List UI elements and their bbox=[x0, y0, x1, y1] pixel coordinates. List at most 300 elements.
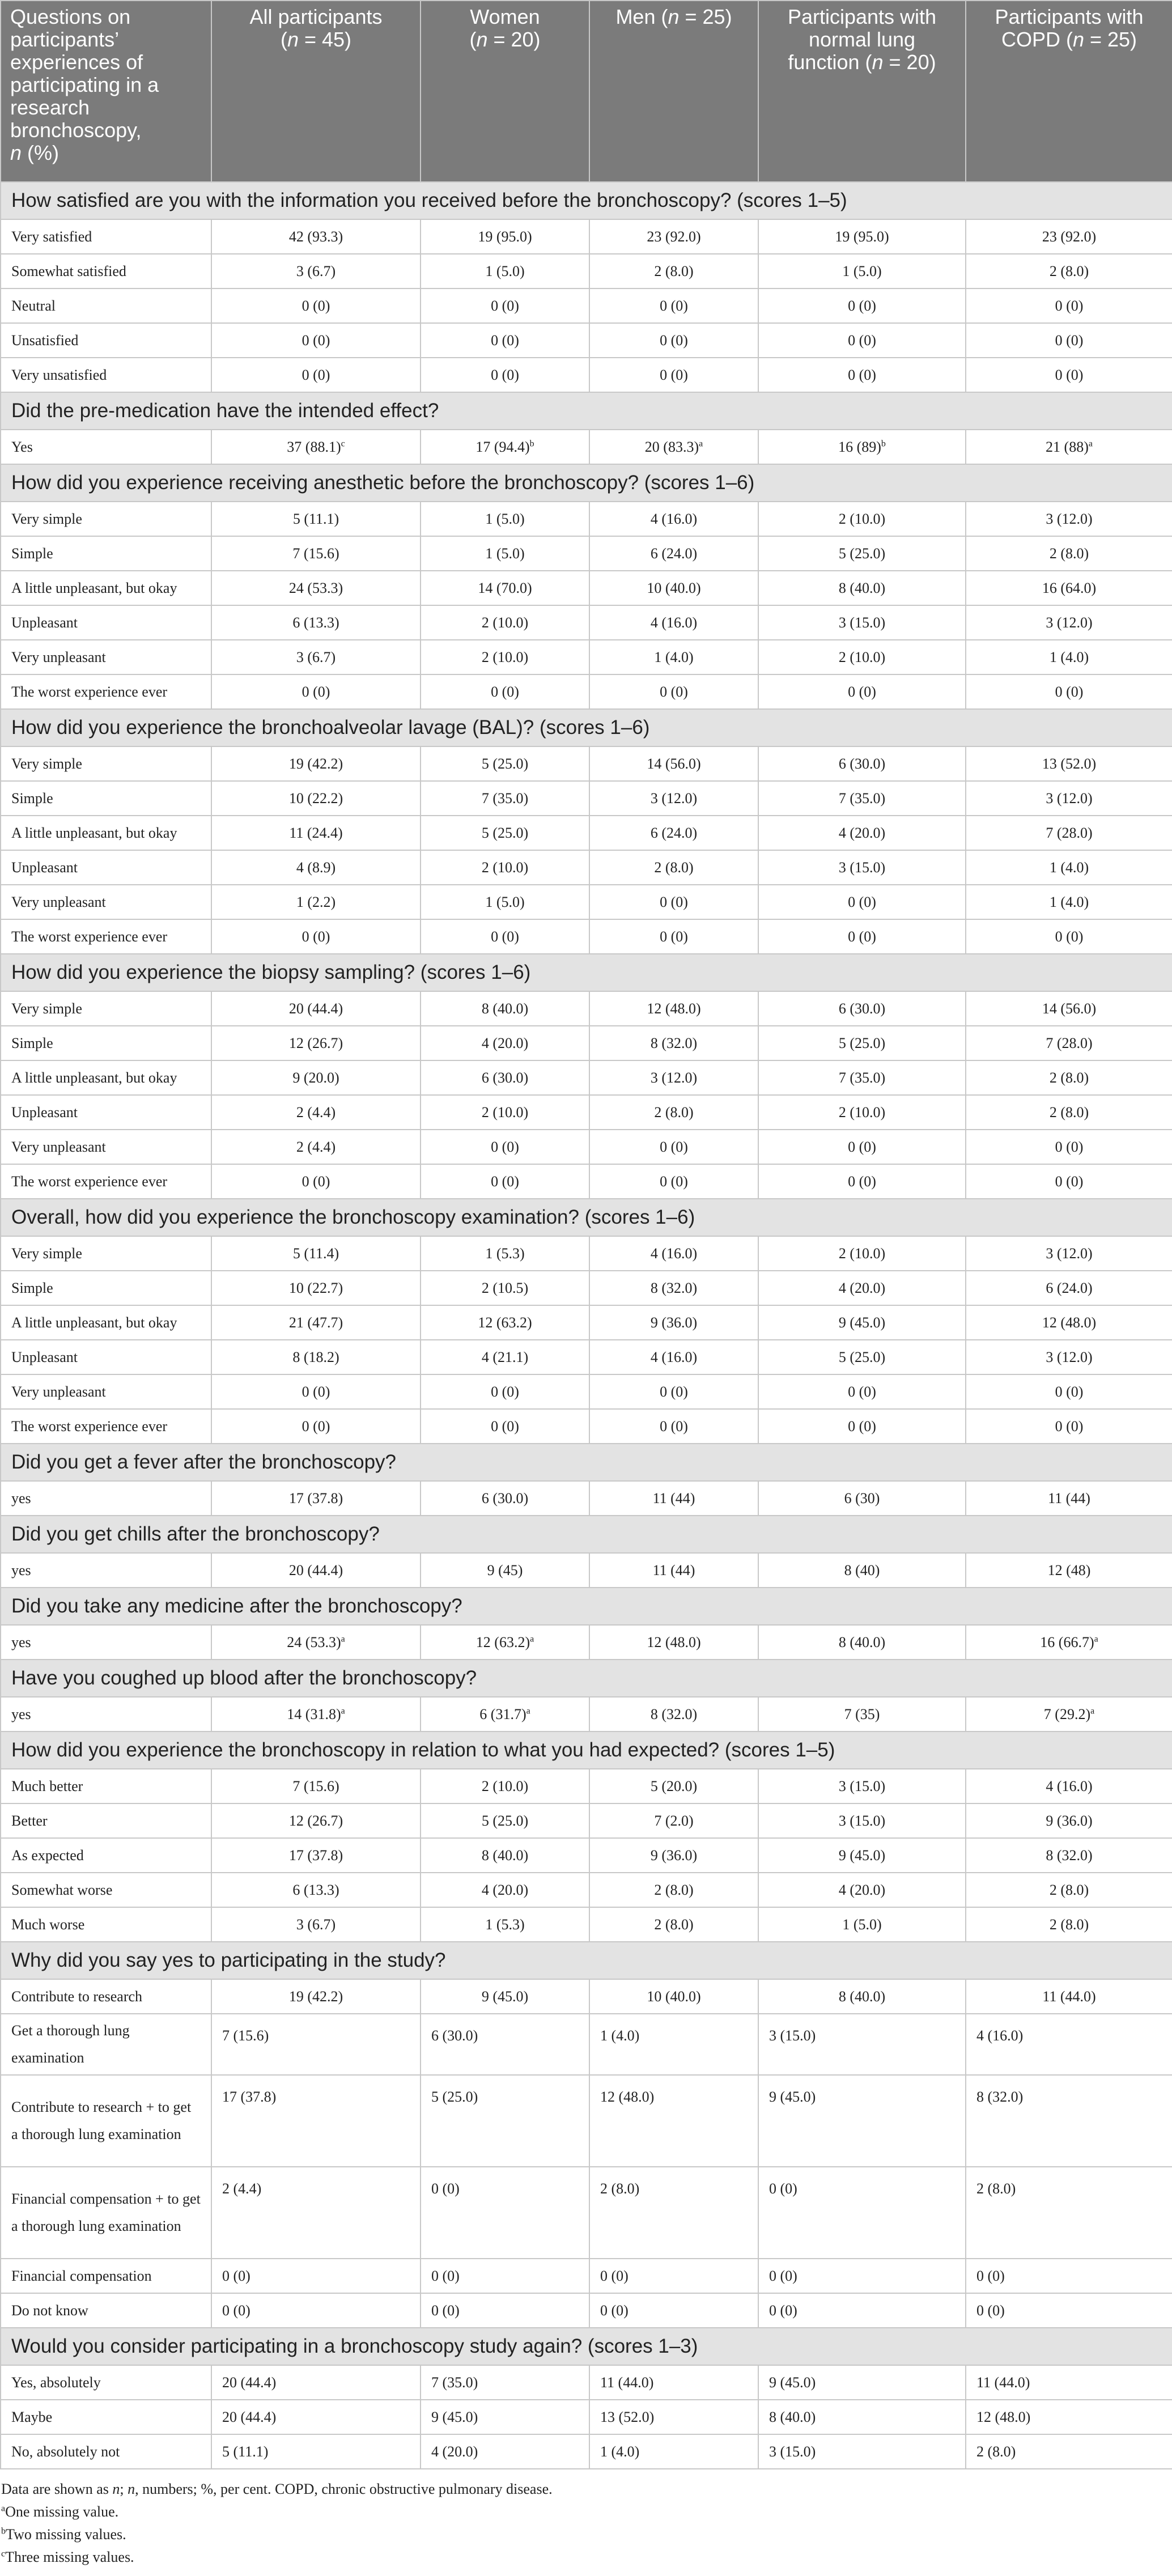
table-cell: 6 (13.3) bbox=[211, 1873, 421, 1907]
table-cell: 2 (10.0) bbox=[758, 1236, 966, 1271]
table-row bbox=[1, 2167, 1172, 2259]
row-label: No, absolutely not bbox=[1, 2434, 211, 2469]
table-cell: 23 (92.0) bbox=[589, 219, 758, 254]
row-label: Financial compensation + to get a thorough lung examination bbox=[1, 2167, 211, 2259]
table-row bbox=[1, 2014, 1172, 2075]
table-cell: 0 (0) bbox=[589, 1164, 758, 1199]
table-cell: 1 (2.2) bbox=[211, 885, 421, 919]
table-cell: 2 (4.4) bbox=[211, 1130, 421, 1164]
table-cell: 0 (0) bbox=[421, 358, 589, 392]
table-cell: 2 (8.0) bbox=[966, 1095, 1172, 1130]
table-cell: 4 (16.0) bbox=[589, 1236, 758, 1271]
row-label: Maybe bbox=[1, 2400, 211, 2434]
table-row bbox=[1, 781, 1172, 816]
table-cell: 5 (11.1) bbox=[211, 502, 421, 536]
section-title: Did you take any medicine after the bronchoscopy? bbox=[1, 1588, 1172, 1625]
table-cell: 0 (0) bbox=[421, 288, 589, 323]
footnote: $^b$Two missing values. bbox=[1, 2526, 126, 2543]
footnote-mark: a bbox=[699, 438, 703, 448]
table-cell: 12 (26.7) bbox=[211, 1026, 421, 1060]
table-cell: 21 (47.7) bbox=[211, 1305, 421, 1340]
table-row bbox=[1, 1095, 1172, 1130]
table-cell: 6 (30) bbox=[758, 1481, 966, 1516]
table-cell: 6 (24.0) bbox=[589, 536, 758, 571]
table-cell: 2 (8.0) bbox=[589, 1095, 758, 1130]
table-cell: 3 (15.0) bbox=[758, 1803, 966, 1838]
table-cell: 5 (11.1) bbox=[211, 2434, 421, 2469]
table-cell: 0 (0) bbox=[421, 1130, 589, 1164]
table-cell: 7 (35.0) bbox=[421, 781, 589, 816]
section-header bbox=[1, 1588, 1172, 1625]
table-row bbox=[1, 1374, 1172, 1409]
table-cell: 3 (15.0) bbox=[758, 2014, 966, 2075]
table-cell: 6 (30.0) bbox=[758, 746, 966, 781]
table-cell: 0 (0) bbox=[966, 2259, 1172, 2293]
table-cell: 1 (5.3) bbox=[421, 1236, 589, 1271]
table-cell: 20 (44.4) bbox=[211, 2400, 421, 2434]
row-label: Simple bbox=[1, 1271, 211, 1305]
table-cell: 0 (0) bbox=[966, 1374, 1172, 1409]
table-row bbox=[1, 1271, 1172, 1305]
table-cell: 8 (32.0) bbox=[966, 2075, 1172, 2167]
header-normal-lung-function: Participants with normal lung function (n = 20) bbox=[758, 1, 966, 182]
table-cell: 0 (0) bbox=[966, 1130, 1172, 1164]
row-label: The worst experience ever bbox=[1, 674, 211, 709]
table-row bbox=[1, 219, 1172, 254]
footnote-mark: a bbox=[526, 1705, 530, 1716]
table-cell: 0 (0) bbox=[589, 288, 758, 323]
table-cell: 9 (36.0) bbox=[966, 1803, 1172, 1838]
section-title: How did you experience the bronchoalveolar lavage (BAL)? (scores 1–6) bbox=[1, 709, 1172, 746]
row-label: Unsatisfied bbox=[1, 323, 211, 358]
table-cell: 9 (20.0) bbox=[211, 1060, 421, 1095]
section-header bbox=[1, 709, 1172, 746]
table-cell: 17 (37.8) bbox=[211, 1838, 421, 1873]
table-cell: 20 (44.4) bbox=[211, 991, 421, 1026]
table-cell: 8 (32.0) bbox=[966, 1838, 1172, 1873]
footnote-mark: a bbox=[1090, 1705, 1095, 1716]
table-cell: 0 (0) bbox=[589, 323, 758, 358]
table-row bbox=[1, 1305, 1172, 1340]
table-cell: 12 (48.0) bbox=[966, 1305, 1172, 1340]
table-cell: 20 $(83.3)^a$ bbox=[589, 430, 758, 464]
table-cell: 4 (20.0) bbox=[421, 2434, 589, 2469]
header-copd: Participants with COPD (n = 25) bbox=[966, 1, 1172, 182]
table-row bbox=[1, 358, 1172, 392]
table-cell: 0 (0) bbox=[966, 358, 1172, 392]
table-row bbox=[1, 605, 1172, 640]
table-row bbox=[1, 1625, 1172, 1660]
table-cell: 3 (15.0) bbox=[758, 2434, 966, 2469]
footnote-mark: a bbox=[341, 1705, 345, 1716]
table-cell: 0 (0) bbox=[589, 1374, 758, 1409]
row-label: yes bbox=[1, 1481, 211, 1516]
table-row bbox=[1, 254, 1172, 288]
table-cell: 2 (8.0) bbox=[966, 1873, 1172, 1907]
section-title: Overall, how did you experience the bronchoscopy examination? (scores 1–6) bbox=[1, 1199, 1172, 1236]
table-cell: 0 (0) bbox=[421, 1409, 589, 1444]
table-cell: 12 (48.0) bbox=[589, 1625, 758, 1660]
table-cell: 1 (5.0) bbox=[758, 1907, 966, 1942]
section-header bbox=[1, 1660, 1172, 1697]
table-cell: 0 (0) bbox=[421, 2293, 589, 2328]
table-cell: 1 (4.0) bbox=[589, 2014, 758, 2075]
row-label: Very simple bbox=[1, 746, 211, 781]
section-header bbox=[1, 1199, 1172, 1236]
row-label: Contribute to research bbox=[1, 1979, 211, 2014]
section-header bbox=[1, 1516, 1172, 1553]
table-cell: 8 (40.0) bbox=[758, 2400, 966, 2434]
table-cell: 4 (16.0) bbox=[589, 1340, 758, 1374]
table-cell: 9 (45.0) bbox=[758, 2365, 966, 2400]
table-row bbox=[1, 2259, 1172, 2293]
table-cell: 2 (10.0) bbox=[758, 640, 966, 674]
table-cell: 9 (36.0) bbox=[589, 1838, 758, 1873]
table-cell: 19 (42.2) bbox=[211, 1979, 421, 2014]
footnote: $^c$Three missing values. bbox=[1, 2549, 134, 2565]
table-cell: 4 (20.0) bbox=[758, 1873, 966, 1907]
row-label: Much worse bbox=[1, 1907, 211, 1942]
table-row bbox=[1, 430, 1172, 464]
table-cell: 6 (30.0) bbox=[421, 2014, 589, 2075]
table-row bbox=[1, 571, 1172, 605]
table-cell: 0 (0) bbox=[758, 919, 966, 954]
table-cell: 4 (16.0) bbox=[966, 2014, 1172, 2075]
section-title: Did you get a fever after the bronchoscopy? bbox=[1, 1444, 1172, 1481]
row-label: The worst experience ever bbox=[1, 919, 211, 954]
table-cell: 0 (0) bbox=[589, 2259, 758, 2293]
table-cell: 12 (26.7) bbox=[211, 1803, 421, 1838]
table-cell: 6 (13.3) bbox=[211, 605, 421, 640]
table-row bbox=[1, 1026, 1172, 1060]
table-cell: 4 (21.1) bbox=[421, 1340, 589, 1374]
table-row bbox=[1, 1340, 1172, 1374]
table-row bbox=[1, 1236, 1172, 1271]
table-cell: 0 (0) bbox=[211, 1409, 421, 1444]
table-cell: 16 $(66.7)^a$ bbox=[966, 1625, 1172, 1660]
table-cell: 7 (35.0) bbox=[758, 1060, 966, 1095]
section-title: How did you experience the biopsy sampling? (scores 1–6) bbox=[1, 954, 1172, 991]
row-label: A little unpleasant, but okay bbox=[1, 1305, 211, 1340]
table-cell: 7 (35) bbox=[758, 1697, 966, 1732]
table-row bbox=[1, 640, 1172, 674]
table-cell: 2 (10.0) bbox=[758, 1095, 966, 1130]
header-question: Questions on participants’ experiences of participating in a research bronchoscopy, n (%) bbox=[1, 1, 211, 182]
footnote-mark: a bbox=[1088, 438, 1093, 448]
table-cell: 0 (0) bbox=[211, 288, 421, 323]
table-cell: 0 (0) bbox=[758, 2293, 966, 2328]
table-cell: 7 (15.6) bbox=[211, 1769, 421, 1803]
table-cell: 0 (0) bbox=[758, 323, 966, 358]
section-header bbox=[1, 464, 1172, 502]
table-cell: 5 (25.0) bbox=[758, 536, 966, 571]
table-cell: 4 (20.0) bbox=[421, 1026, 589, 1060]
table-row bbox=[1, 1907, 1172, 1942]
table-cell: 11 (44.0) bbox=[966, 2365, 1172, 2400]
table-row bbox=[1, 1873, 1172, 1907]
table-cell: 1 (4.0) bbox=[589, 2434, 758, 2469]
table-row bbox=[1, 2434, 1172, 2469]
section-title: How satisfied are you with the information you received before the bronchoscopy? (scores 1–5) bbox=[1, 182, 1172, 219]
table-cell: 14 (56.0) bbox=[589, 746, 758, 781]
table-cell: 23 (92.0) bbox=[966, 219, 1172, 254]
table-cell: 0 (0) bbox=[966, 674, 1172, 709]
footnote-mark: b bbox=[529, 438, 534, 448]
row-label: Somewhat worse bbox=[1, 1873, 211, 1907]
table-cell: 10 (22.2) bbox=[211, 781, 421, 816]
table-cell: 6 (24.0) bbox=[966, 1271, 1172, 1305]
table-row bbox=[1, 2400, 1172, 2434]
table-cell: 0 (0) bbox=[211, 1164, 421, 1199]
table-cell: 4 (16.0) bbox=[589, 605, 758, 640]
table-cell: 7 $(29.2)^a$ bbox=[966, 1697, 1172, 1732]
table-cell: 2 (8.0) bbox=[589, 2167, 758, 2259]
table-cell: 7 (28.0) bbox=[966, 1026, 1172, 1060]
table-row bbox=[1, 288, 1172, 323]
table-cell: 0 (0) bbox=[966, 919, 1172, 954]
row-label: The worst experience ever bbox=[1, 1409, 211, 1444]
row-label: Get a thorough lung examination bbox=[1, 2014, 211, 2075]
table-cell: 11 (44) bbox=[589, 1481, 758, 1516]
table-cell: 4 (8.9) bbox=[211, 850, 421, 885]
table-row bbox=[1, 1481, 1172, 1516]
table-cell: 2 (8.0) bbox=[966, 2167, 1172, 2259]
table-cell: 42 (93.3) bbox=[211, 219, 421, 254]
table-row bbox=[1, 2293, 1172, 2328]
table-cell: 1 (4.0) bbox=[589, 640, 758, 674]
footnote-mark: c bbox=[341, 438, 345, 448]
table-cell: 7 (28.0) bbox=[966, 816, 1172, 850]
table-cell: 2 (10.0) bbox=[421, 1769, 589, 1803]
row-label: Do not know bbox=[1, 2293, 211, 2328]
table-cell: 2 (8.0) bbox=[589, 1907, 758, 1942]
section-title: How did you experience receiving anesthetic before the bronchoscopy? (scores 1–6) bbox=[1, 464, 1172, 502]
table-cell: 12 (63.2) bbox=[421, 1305, 589, 1340]
section-header bbox=[1, 182, 1172, 219]
table-cell: 1 (5.0) bbox=[758, 254, 966, 288]
table-cell: 8 (40.0) bbox=[758, 571, 966, 605]
table-cell: 8 (32.0) bbox=[589, 1271, 758, 1305]
table-row bbox=[1, 816, 1172, 850]
footnote-mark: b bbox=[881, 438, 886, 448]
table-cell: 12 (48.0) bbox=[589, 2075, 758, 2167]
table-cell: 2 (8.0) bbox=[589, 1873, 758, 1907]
section-title: Did you get chills after the bronchoscopy? bbox=[1, 1516, 1172, 1553]
table-row bbox=[1, 2075, 1172, 2167]
table-cell: 21 $(88)^a$ bbox=[966, 430, 1172, 464]
table-cell: 7 (35.0) bbox=[758, 781, 966, 816]
table-cell: 2 (8.0) bbox=[966, 2434, 1172, 2469]
table-row bbox=[1, 850, 1172, 885]
row-label: Better bbox=[1, 1803, 211, 1838]
table-cell: 5 (25.0) bbox=[421, 746, 589, 781]
section-title: Why did you say yes to participating in the study? bbox=[1, 1942, 1172, 1979]
table-cell: 0 (0) bbox=[758, 1164, 966, 1199]
table-cell: 19 (95.0) bbox=[758, 219, 966, 254]
table-cell: 4 (16.0) bbox=[966, 1769, 1172, 1803]
table-cell: 4 (16.0) bbox=[589, 502, 758, 536]
table-cell: 0 (0) bbox=[589, 2293, 758, 2328]
table-cell: 1 (5.3) bbox=[421, 1907, 589, 1942]
row-label: Neutral bbox=[1, 288, 211, 323]
table-cell: 2 (10.0) bbox=[421, 1095, 589, 1130]
table-cell: 12 (48) bbox=[966, 1553, 1172, 1588]
table-cell: 0 (0) bbox=[589, 1130, 758, 1164]
table-cell: 9 (45.0) bbox=[758, 1305, 966, 1340]
section-title: Would you consider participating in a bronchoscopy study again? (scores 1–3) bbox=[1, 2328, 1172, 2365]
table-row bbox=[1, 2365, 1172, 2400]
row-label: A little unpleasant, but okay bbox=[1, 1060, 211, 1095]
table-cell: 6 $(31.7)^a$ bbox=[421, 1697, 589, 1732]
row-label: Simple bbox=[1, 781, 211, 816]
row-label: Very simple bbox=[1, 1236, 211, 1271]
row-label: Very unpleasant bbox=[1, 1374, 211, 1409]
row-label: Very simple bbox=[1, 502, 211, 536]
table-cell: 0 (0) bbox=[211, 1374, 421, 1409]
table-cell: 12 $(63.2)^a$ bbox=[421, 1625, 589, 1660]
table-row bbox=[1, 1553, 1172, 1588]
row-label: yes bbox=[1, 1697, 211, 1732]
table-cell: 0 (0) bbox=[966, 1409, 1172, 1444]
table-cell: 3 (12.0) bbox=[966, 1236, 1172, 1271]
table-cell: 2 (4.4) bbox=[211, 2167, 421, 2259]
table-cell: 5 (25.0) bbox=[421, 2075, 589, 2167]
row-label: Unpleasant bbox=[1, 850, 211, 885]
row-label: Very unsatisfied bbox=[1, 358, 211, 392]
table-cell: 3 (6.7) bbox=[211, 254, 421, 288]
table-cell: 6 (30.0) bbox=[758, 991, 966, 1026]
section-title: How did you experience the bronchoscopy in relation to what you had expected? (scores 1–5) bbox=[1, 1732, 1172, 1769]
table-cell: 9 (45.0) bbox=[758, 1838, 966, 1873]
table-cell: 5 (20.0) bbox=[589, 1769, 758, 1803]
row-label: Yes bbox=[1, 430, 211, 464]
section-title: Did the pre-medication have the intended effect? bbox=[1, 392, 1172, 430]
table-cell: 0 (0) bbox=[589, 919, 758, 954]
row-label: Contribute to research + to get a thorough lung examination bbox=[1, 2075, 211, 2167]
table-cell: 1 (5.0) bbox=[421, 502, 589, 536]
table-cell: 9 (45.0) bbox=[758, 2075, 966, 2167]
header-all-participants: All participants (n = 45) bbox=[211, 1, 421, 182]
footnotes bbox=[0, 2478, 1172, 2569]
table-cell: 13 (52.0) bbox=[966, 746, 1172, 781]
section-header bbox=[1, 1732, 1172, 1769]
table-cell: 2 (8.0) bbox=[966, 1907, 1172, 1942]
table-cell: 11 (44.0) bbox=[966, 1979, 1172, 2014]
table-cell: 2 (8.0) bbox=[589, 850, 758, 885]
table-cell: 11 (44) bbox=[589, 1553, 758, 1588]
table-cell: 0 (0) bbox=[421, 1374, 589, 1409]
table-row bbox=[1, 1838, 1172, 1873]
table-cell: 0 (0) bbox=[589, 1409, 758, 1444]
table-cell: 8 (40.0) bbox=[421, 1838, 589, 1873]
table-cell: 0 (0) bbox=[758, 2259, 966, 2293]
table-cell: 6 (30.0) bbox=[421, 1060, 589, 1095]
table-cell: 8 (40.0) bbox=[758, 1625, 966, 1660]
table-cell: 0 (0) bbox=[589, 358, 758, 392]
row-label: yes bbox=[1, 1553, 211, 1588]
table-cell: 3 (12.0) bbox=[966, 502, 1172, 536]
table-cell: 24 (53.3) bbox=[211, 571, 421, 605]
row-label: Financial compensation bbox=[1, 2259, 211, 2293]
row-label: Very unpleasant bbox=[1, 640, 211, 674]
footnote-mark: a bbox=[530, 1633, 534, 1644]
row-label: A little unpleasant, but okay bbox=[1, 816, 211, 850]
table-cell: 8 (40) bbox=[758, 1553, 966, 1588]
table-cell: 17 (37.8) bbox=[211, 1481, 421, 1516]
table-cell: 0 (0) bbox=[758, 674, 966, 709]
table-row bbox=[1, 991, 1172, 1026]
table-row bbox=[1, 502, 1172, 536]
table-cell: 3 (15.0) bbox=[758, 1769, 966, 1803]
table-cell: 1 (4.0) bbox=[966, 850, 1172, 885]
table-cell: 4 (20.0) bbox=[758, 816, 966, 850]
table-cell: 0 (0) bbox=[211, 323, 421, 358]
table-cell: 1 (5.0) bbox=[421, 885, 589, 919]
table-cell: 6 (24.0) bbox=[589, 816, 758, 850]
table-cell: 2 (10.0) bbox=[421, 850, 589, 885]
table-row bbox=[1, 1697, 1172, 1732]
table-cell: 5 (11.4) bbox=[211, 1236, 421, 1271]
row-label: Unpleasant bbox=[1, 1095, 211, 1130]
table-cell: 0 (0) bbox=[758, 2167, 966, 2259]
table-cell: 14 $(31.8)^a$ bbox=[211, 1697, 421, 1732]
table-cell: 3 (6.7) bbox=[211, 1907, 421, 1942]
table-cell: 8 (40.0) bbox=[758, 1979, 966, 2014]
table-cell: 8 (32.0) bbox=[589, 1697, 758, 1732]
row-label: A little unpleasant, but okay bbox=[1, 571, 211, 605]
table-body bbox=[1, 182, 1172, 2469]
table-cell: 10 (22.7) bbox=[211, 1271, 421, 1305]
table-cell: 2 (10.0) bbox=[421, 605, 589, 640]
table-cell: 0 (0) bbox=[758, 1374, 966, 1409]
table-row bbox=[1, 674, 1172, 709]
table-cell: 4 (20.0) bbox=[421, 1873, 589, 1907]
table-cell: 0 (0) bbox=[211, 358, 421, 392]
row-label: Simple bbox=[1, 1026, 211, 1060]
table-row bbox=[1, 1803, 1172, 1838]
table-cell: 0 (0) bbox=[589, 674, 758, 709]
table-cell: 17 (37.8) bbox=[211, 2075, 421, 2167]
table-cell: 0 (0) bbox=[421, 1164, 589, 1199]
footnote: $^a$One missing value. bbox=[1, 2503, 119, 2520]
table-cell: 9 (36.0) bbox=[589, 1305, 758, 1340]
table-cell: 14 (56.0) bbox=[966, 991, 1172, 1026]
section-header bbox=[1, 954, 1172, 991]
table-cell: 8 (18.2) bbox=[211, 1340, 421, 1374]
table-cell: 0 (0) bbox=[211, 2259, 421, 2293]
table-cell: 13 (52.0) bbox=[589, 2400, 758, 2434]
table-cell: 3 (12.0) bbox=[589, 781, 758, 816]
table-cell: 0 (0) bbox=[966, 323, 1172, 358]
table-cell: 4 (20.0) bbox=[758, 1271, 966, 1305]
row-label: Very unpleasant bbox=[1, 885, 211, 919]
table-cell: 0 (0) bbox=[421, 2167, 589, 2259]
table-row bbox=[1, 323, 1172, 358]
table-cell: 16 $(89)^b$ bbox=[758, 430, 966, 464]
table-cell: 7 (2.0) bbox=[589, 1803, 758, 1838]
table-cell: 7 (15.6) bbox=[211, 2014, 421, 2075]
table-cell: 20 (44.4) bbox=[211, 1553, 421, 1588]
table-cell: 9 (45.0) bbox=[421, 1979, 589, 2014]
table-cell: 0 (0) bbox=[421, 674, 589, 709]
row-label: The worst experience ever bbox=[1, 1164, 211, 1199]
header-men: Men (n = 25) bbox=[589, 1, 758, 182]
table-cell: 0 (0) bbox=[211, 674, 421, 709]
table-cell: 3 (12.0) bbox=[966, 1340, 1172, 1374]
table-row bbox=[1, 1060, 1172, 1095]
table-cell: 9 (45.0) bbox=[421, 2400, 589, 2434]
table-cell: 3 (15.0) bbox=[758, 605, 966, 640]
